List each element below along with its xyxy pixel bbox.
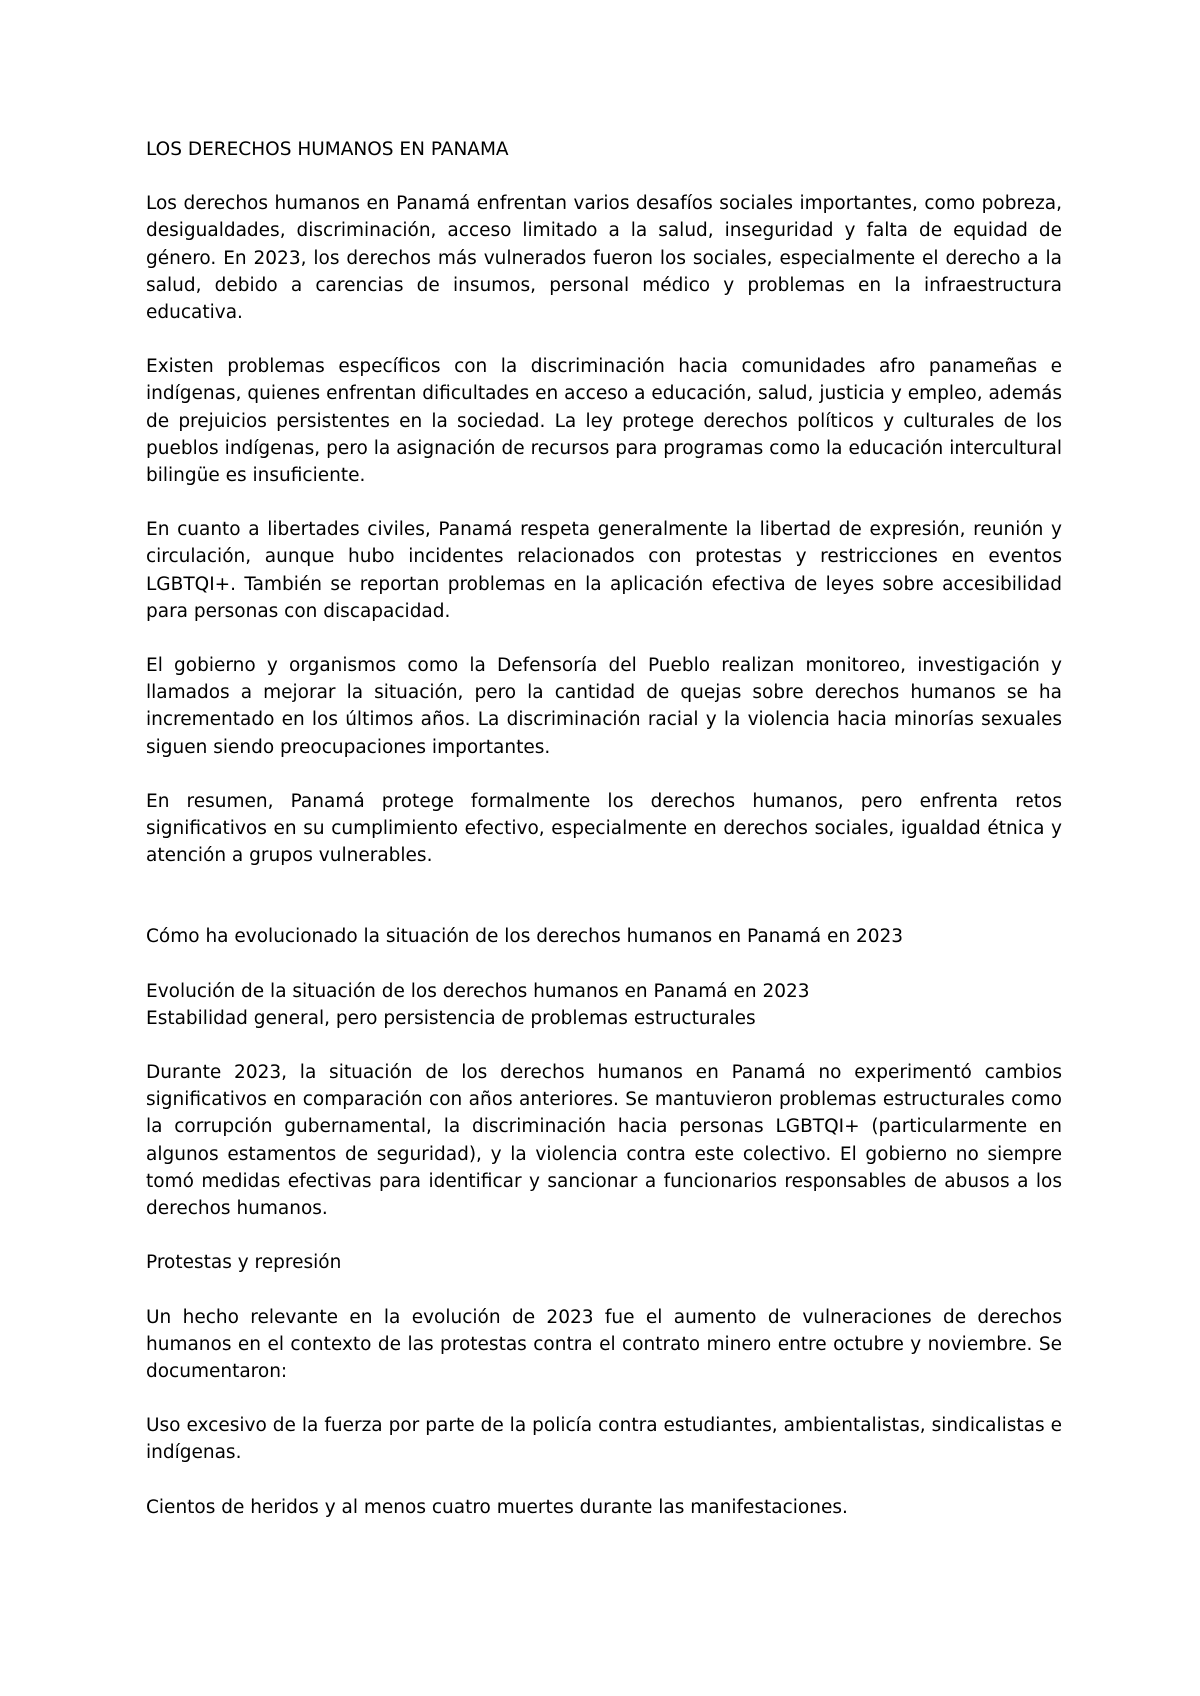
- spacer: [146, 326, 1062, 353]
- intro-paragraph-5: En resumen, Panamá protege formalmente los derechos humanos, pero enfrenta retos significativos en su cumplimiento efectivo, especialmente en derechos sociales, igualdad étnica y atención a grupos vulnerables.: [146, 790, 1062, 867]
- protest-paragraph: Un hecho relevante en la evolución de 2023 fue el aumento de vulneraciones de derechos humanos en el contexto de las protestas contra el contrato minero entre octubre y noviembre. Se documentaron:: [146, 1306, 1062, 1382]
- documented-item-2: Cientos de heridos y al menos cuatro muertes durante las manifestaciones.: [146, 1496, 848, 1518]
- spacer: [146, 625, 1062, 652]
- spacer: [146, 163, 1062, 190]
- section-paragraph: Durante 2023, la situación de los derechos humanos en Panamá no experimentó cambios significativos en comparación con años anteriores. Se mantuvieron problemas estructurales como la corrupción gubernamental, la discriminación hacia personas LGBTQI+ (particularmente en algunos estamentos de seguridad), y la violencia contra este colectivo. El gobierno no siempre tomó medidas efectivas para identificar y sancionar a funcionarios responsables de abusos a los derechos humanos.: [146, 1062, 1062, 1220]
- documented-item-1: Uso excesivo de la fuerza por parte de la policía contra estudiantes, ambientalistas, sindicalistas e indígenas.: [146, 1415, 1062, 1464]
- intro-paragraph-3: En cuanto a libertades civiles, Panamá respeta generalmente la libertad de expresión, reunión y circulación, aunque hubo incidentes relacionados con protestas y restricciones en eventos LGBTQI+. También se reportan problemas en la aplicación efectiva de leyes sobre accesibilidad para personas con discapacidad.: [146, 519, 1062, 622]
- section-subheading: Estabilidad general, pero persistencia de problemas estructurales: [146, 1007, 756, 1029]
- spacer: [146, 1222, 1062, 1249]
- intro-paragraph-4: El gobierno y organismos como la Defensoría del Pueblo realizan monitoreo, investigación y llamados a mejorar la situación, pero la cantidad de quejas sobre derechos humanos se ha incrementado en los últimos años. La discriminación racial y la violencia hacia minorías sexuales siguen siendo preocupaciones importantes.: [146, 655, 1062, 758]
- protest-heading: Protestas y represión: [146, 1252, 342, 1274]
- spacer: [146, 489, 1062, 516]
- document-title: LOS DERECHOS HUMANOS EN PANAMA: [146, 139, 509, 160]
- spacer: [146, 951, 1062, 978]
- spacer: [146, 869, 1062, 923]
- spacer: [146, 1032, 1062, 1059]
- intro-paragraph-2: Existen problemas específicos con la discriminación hacia comunidades afro panameñas e indígenas, quienes enfrentan dificultades en acceso a educación, salud, justicia y empleo, además de prejuicios persistentes en la sociedad. La ley protege derechos políticos y culturales de los pueblos indígenas, pero la asignación de recursos para programas como la educación intercultural bilingüe es insuficiente.: [146, 356, 1062, 487]
- spacer: [146, 761, 1062, 788]
- spacer: [146, 1385, 1062, 1412]
- intro-paragraph-1: Los derechos humanos en Panamá enfrentan varios desafíos sociales importantes, como pobreza, desigualdades, discriminación, acceso limitado a la salud, inseguridad y falta de equidad de género. En 2023, los derechos más vulnerados fueron los sociales, especialmente el derecho a la salud, debido a carencias de insumos, personal médico y problemas en la infraestructura educativa.: [146, 193, 1062, 324]
- document-page: [146, 136, 1062, 1521]
- spacer: [146, 1467, 1062, 1494]
- question-line: Cómo ha evolucionado la situación de los derechos humanos en Panamá en 2023: [146, 926, 904, 948]
- section-heading: Evolución de la situación de los derechos humanos en Panamá en 2023: [146, 980, 810, 1002]
- spacer: [146, 1277, 1062, 1304]
